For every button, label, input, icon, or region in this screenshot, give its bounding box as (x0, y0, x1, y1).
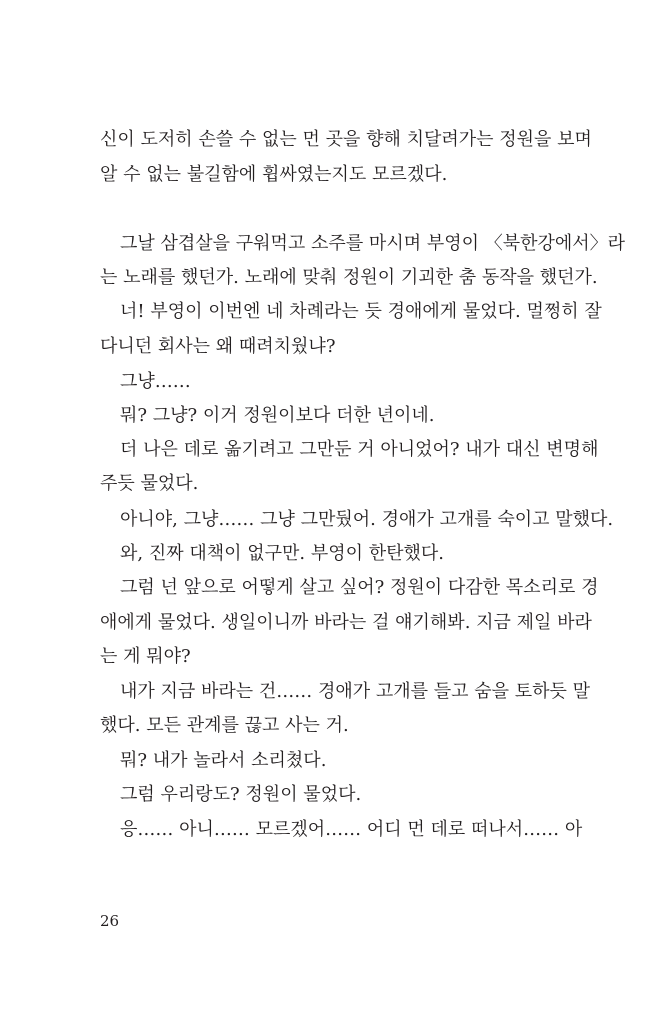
text-line: 했다. 모든 관계를 끊고 사는 거. (100, 715, 349, 736)
text-line: 내가 지금 바라는 건…… 경애가 고개를 들고 숨을 토하듯 말 (120, 681, 591, 702)
text-line: 아니야, 그냥…… 그냥 그만뒀어. 경애가 고개를 숙이고 말했다. (120, 509, 614, 530)
text-line: 그날 삼겹살을 구워먹고 소주를 마시며 부영이 〈북한강에서〉라 (120, 233, 626, 254)
text-line: 주듯 물었다. (100, 473, 199, 494)
text-line: 뭐? 그냥? 이거 정원이보다 더한 년이네. (120, 405, 435, 426)
text-line: 신이 도저히 손쓸 수 없는 먼 곳을 향해 치달려가는 정원을 보며 (100, 129, 592, 150)
text-line: 는 노래를 했던가. 노래에 맞춰 정원이 기괴한 춤 동작을 했던가. (100, 267, 598, 288)
text-line: 그럼 우리랑도? 정원이 물었다. (120, 784, 362, 805)
page-number: 26 (100, 912, 120, 930)
text-line: 는 게 뭐야? (100, 646, 191, 667)
text-line: 그냥…… (120, 371, 191, 392)
text-line: 너! 부영이 이번엔 네 차례라는 듯 경애에게 물었다. 멀쩡히 잘 (120, 301, 602, 322)
text-line: 더 나은 데로 옮기려고 그만둔 거 아니었어? 내가 대신 변명해 (120, 439, 599, 460)
text-line: 뭐? 내가 놀라서 소리쳤다. (120, 750, 327, 771)
text-line: 알 수 없는 불길함에 휩싸였는지도 모르겠다. (100, 164, 448, 185)
text-line: 그럼 넌 앞으로 어떻게 살고 싶어? 정원이 다감한 목소리로 경 (120, 577, 599, 598)
text-line: 다니던 회사는 왜 때려치웠냐? (100, 336, 336, 357)
text-line: 응…… 아니…… 모르겠어…… 어디 먼 데로 떠나서…… 아 (120, 819, 583, 840)
text-line: 와, 진짜 대책이 없구만. 부영이 한탄했다. (120, 543, 444, 564)
text-line: 애에게 물었다. 생일이니까 바라는 걸 얘기해봐. 지금 제일 바라 (100, 612, 592, 633)
